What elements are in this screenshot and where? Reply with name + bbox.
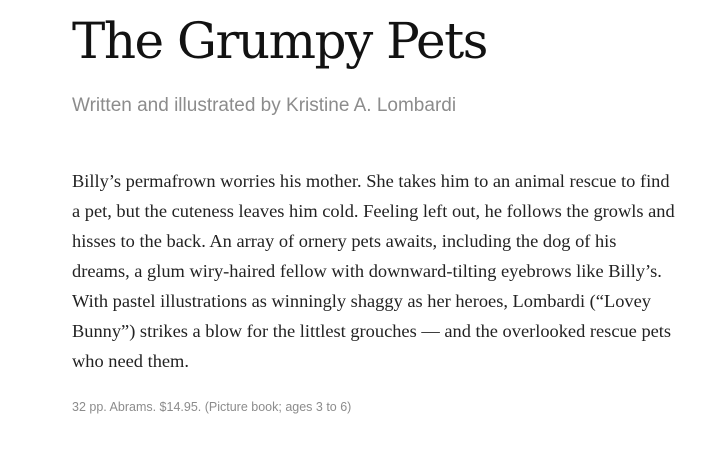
book-title: The Grumpy Pets [72,12,487,70]
review-text: Billy’s permafrown worries his mother. She takes him to an animal rescue to find a pet, but the cuteness leaves him cold. Feeling left out, he follows the growls and hisses to the back. An array of ornery pets awaits, including the dog of his dreams, a glum wiry-haired fellow with downward-tilting eyebrows like Billy’s. With pastel illustrations as winningly shaggy as her heroes, Lombardi (“Lovey Bunny”) strikes a blow for the littlest grouches — and the overlooked rescue pets who need them. [72,171,675,371]
byline: Written and illustrated by Kristine A. Lombardi [72,95,457,116]
book-details: 32 pp. Abrams. $14.95. (Picture book; ages 3 to 6) [72,400,352,414]
